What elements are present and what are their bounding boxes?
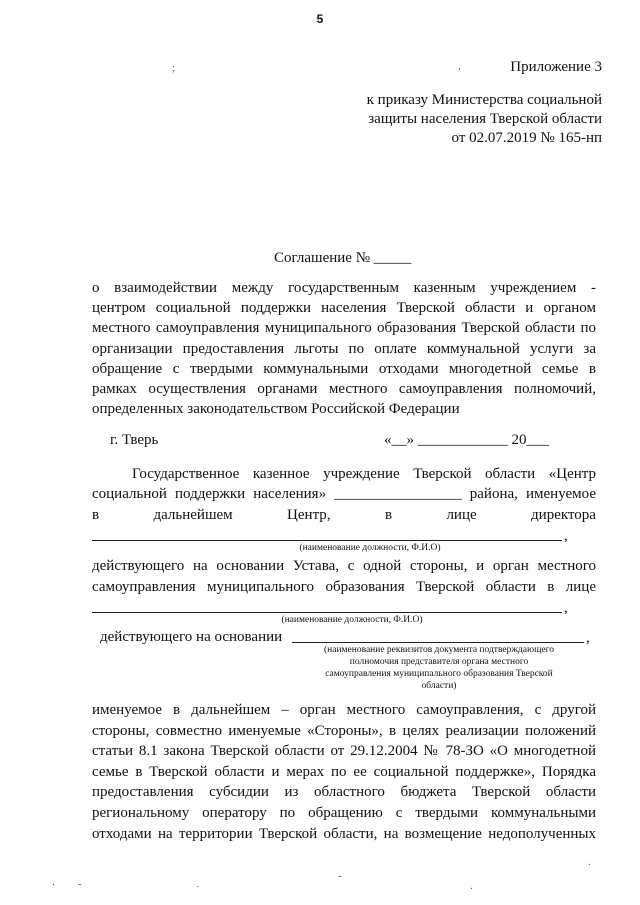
- subject-line: организации предоставления льготы по оплате коммунальной услуги за: [92, 340, 596, 357]
- para1-line-3: [92, 506, 596, 525]
- hint-requisites: [292, 644, 586, 692]
- scan-mark: ,: [458, 60, 461, 72]
- word: в: [92, 507, 100, 523]
- para3-line: семье в Тверской области и мерах по ее социальной поддержке», Порядка: [92, 763, 596, 780]
- basis-label: действующего на основании: [100, 629, 283, 645]
- hint-line: самоуправления муниципального образования Тверской: [325, 669, 553, 679]
- word: Центр,: [287, 507, 331, 523]
- para3-line: статьи 8.1 закона Тверской области от 29.12.2004 № 78-ЗО «О многодетной: [92, 743, 596, 760]
- page-number: 5: [316, 12, 324, 26]
- agreement-subject: [92, 279, 596, 419]
- para3: [92, 701, 596, 844]
- para2-line: самоуправления муниципального образования Тверской области в лице: [92, 579, 596, 595]
- subject-line: о взаимодействии между государственным казенным учреждением -: [92, 280, 596, 296]
- para3-line: стороны, совместно именуемые «Стороны», в целях реализации положений: [92, 722, 596, 739]
- director-fill-line: [92, 540, 562, 541]
- hint-line: (наименование реквизитов документа подтверждающего: [323, 645, 555, 655]
- hint-line: области): [421, 681, 457, 691]
- comma: ,: [564, 528, 568, 544]
- comma: ,: [586, 630, 590, 646]
- representative-fill-line: [92, 612, 562, 613]
- word: лице: [446, 507, 477, 523]
- word: в: [384, 507, 393, 523]
- para1-line: Государственное казенное учреждение Тверской области «Центр: [132, 466, 596, 482]
- subject-line: центром социальной поддержки населения Тверской области и органом: [92, 300, 596, 317]
- comma: ,: [564, 600, 568, 616]
- para3-line: региональному оператору по обращению с твердыми коммунальными: [92, 804, 596, 821]
- hint-line: полномочия представителя органа местного: [349, 657, 529, 667]
- para3-line: отходами на территории Тверской области, на возмещение недополученных: [92, 825, 596, 842]
- requisites-fill-line: [292, 642, 584, 643]
- city: г. Тверь: [110, 432, 159, 448]
- hint-position-1: (наименование должности, Ф.И.О): [299, 543, 441, 553]
- appendix-ref-line-2: защиты населения Тверской области: [368, 111, 602, 127]
- scan-mark: .: [588, 856, 591, 868]
- hint-position-2: (наименование должности, Ф.И.О): [281, 615, 423, 625]
- scan-mark: -: [338, 870, 342, 882]
- scan-mark: .: [52, 876, 55, 888]
- subject-line: определенных законодательством Российской Федерации: [92, 401, 460, 418]
- appendix-ref-line-3: от 02.07.2019 № 165-нп: [451, 130, 602, 146]
- word: дальнейшем: [153, 507, 233, 523]
- agreement-date: «__» ____________ 20___: [384, 432, 549, 448]
- word: директора: [531, 507, 596, 523]
- subject-line: местного самоуправления муниципального образования Тверской области по: [92, 320, 596, 337]
- scan-mark: .: [470, 880, 473, 892]
- scan-mark: ;: [172, 62, 176, 74]
- para2-line: действующего на основании Устава, с одной стороны, и орган местного: [92, 558, 596, 574]
- appendix-ref-line-1: к приказу Министерства социальной: [366, 92, 602, 108]
- appendix-title: Приложение 3: [510, 59, 602, 75]
- scan-mark: ˙: [196, 884, 200, 896]
- subject-line: обращение с твердыми коммунальными отходами многодетной семье в: [92, 360, 596, 377]
- scan-mark: -: [78, 878, 82, 890]
- para1-line: социальной поддержки населения» _________________ района, именуемое: [92, 486, 596, 502]
- subject-line: рамках осуществления органами местного самоуправления полномочий,: [92, 380, 596, 397]
- para3-line: именуемое в дальнейшем – орган местного самоуправления, с другой: [92, 702, 596, 718]
- agreement-title: Соглашение № _____: [274, 250, 412, 266]
- para3-line: предоставления субсидии из областного бюджета Тверской области: [92, 784, 596, 801]
